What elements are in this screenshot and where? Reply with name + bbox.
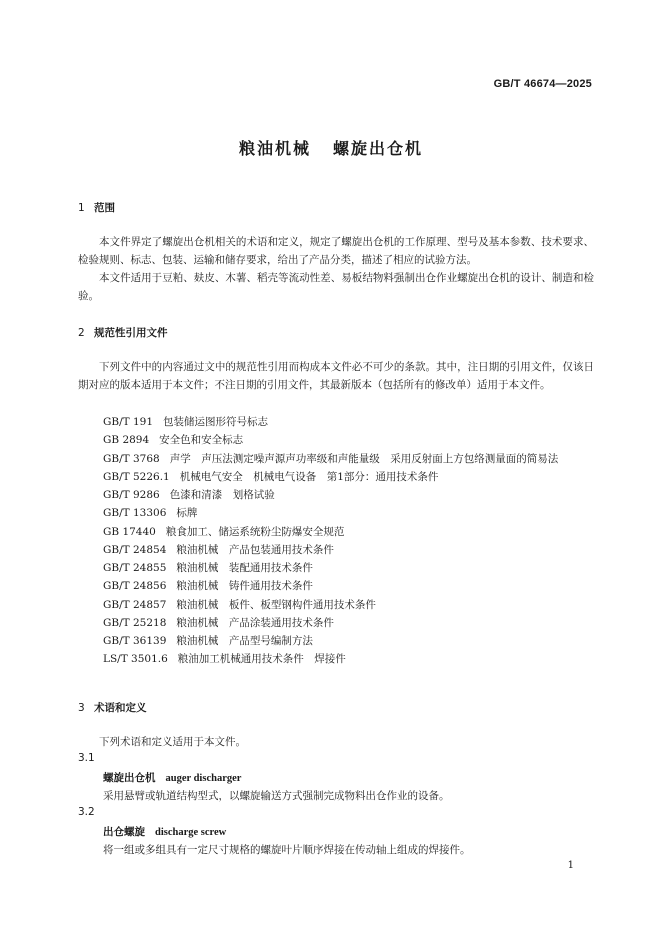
page-number: 1 [567, 860, 574, 871]
title-part-1: 粮油机械 [238, 139, 311, 158]
reference-item [103, 577, 594, 595]
title-part-2: 螺旋出仓机 [333, 139, 424, 158]
section-2-title: 规范性引用文件 [94, 327, 168, 339]
reference-title: 色漆和清漆 划格试验 [169, 489, 275, 501]
reference-title: 粮油机械 铸件通用技术条件 [176, 580, 313, 593]
clause-number-3-2: 3.2 [78, 806, 95, 818]
reference-code: GB/T 24855 [103, 562, 167, 574]
reference-code: GB 17440 [103, 525, 156, 538]
normative-references-intro: 下列文件中的内容通过文中的规范性引用而构成本文件必不可少的条款。其中，注日期的引用文件，仅该日期对应的版本适用于本文件；不注日期的引用文件，其最新版本（包括所有的修改单）适用于本文件。 [78, 361, 594, 391]
scope-paragraph-2: 本文件适用于豆粕、麸皮、木薯、稻壳等流动性差、易板结物料强制出仓作业螺旋出仓机的设计、制造和检验。 [78, 272, 594, 302]
scope-paragraph-1: 本文件界定了螺旋出仓机相关的术语和定义，规定了螺旋出仓机的工作原理、型号及基本参数、技术要求、检验规则、标志、包装、运输和储存要求，给出了产品分类，描述了相应的试验方法。 [78, 236, 594, 266]
reference-code: GB/T 13306 [103, 507, 167, 520]
reference-code: GB/T 25218 [103, 616, 167, 629]
definition-3-1: 采用悬臂或轨道结构型式，以螺旋输送方式强制完成物料出仓作业的设备。 [103, 790, 450, 802]
reference-item [103, 413, 594, 431]
reference-title: 粮油机械 产品涂装通用技术条件 [176, 616, 334, 629]
reference-list [103, 413, 594, 669]
section-3-heading [78, 700, 147, 715]
term-3-2-en: discharge screw [155, 827, 227, 838]
reference-code: LS/T 3501.6 [103, 653, 168, 666]
reference-title: 粮油加工机械通用技术条件 焊接件 [177, 653, 346, 666]
standard-number: GB/T 46674—2025 [493, 78, 592, 90]
reference-code: GB/T 191 [103, 416, 154, 428]
reference-item [103, 486, 594, 504]
reference-code: GB/T 9286 [103, 489, 160, 501]
reference-code: GB/T 24854 [103, 543, 167, 556]
section-3-title: 术语和定义 [94, 702, 147, 714]
reference-item [103, 541, 594, 559]
reference-item [103, 523, 594, 541]
reference-title: 机械电气安全 机械电气设备 第1部分：通用技术条件 [179, 470, 439, 483]
reference-item [103, 614, 594, 632]
reference-item [78, 450, 594, 468]
section-2-heading [78, 325, 168, 340]
reference-code: GB/T 3768 [103, 452, 160, 465]
reference-item [103, 596, 594, 614]
reference-title: 粮油机械 装配通用技术条件 [176, 562, 313, 574]
clause-number-3-1: 3.1 [78, 752, 95, 764]
reference-code: GB/T 36139 [103, 635, 167, 647]
reference-code: GB/T 5226.1 [103, 470, 170, 483]
reference-item [103, 504, 594, 522]
section-1-title: 范围 [94, 202, 115, 214]
term-3-1 [103, 770, 241, 785]
reference-title: 标牌 [176, 507, 198, 520]
reference-title: 包装储运图形符号标志 [163, 416, 269, 428]
term-3-1-zh: 螺旋出仓机 [103, 772, 156, 784]
reference-code: GB/T 24856 [103, 580, 167, 593]
section-1-heading [78, 200, 115, 215]
reference-item [103, 559, 594, 577]
reference-code: GB/T 24857 [103, 598, 167, 611]
reference-code: GB 2894 [103, 434, 150, 447]
reference-item [103, 468, 594, 486]
document-title [0, 136, 662, 159]
term-3-1-en: auger discharger [165, 773, 242, 784]
reference-item [103, 650, 594, 668]
reference-title: 粮食加工、储运系统粉尘防爆安全规范 [165, 525, 345, 538]
reference-title: 声学 声压法测定噪声源声功率级和声能量级 采用反射面上方包络测量面的简易法 [169, 452, 559, 465]
term-3-2-zh: 出仓螺旋 [103, 826, 145, 838]
reference-title: 粮油机械 板件、板型钢构件通用技术条件 [176, 598, 376, 611]
term-3-2 [103, 824, 226, 839]
definition-3-2: 将一组或多组具有一定尺寸规格的螺旋叶片顺序焊接在传动轴上组成的焊接件。 [103, 844, 471, 856]
reference-title: 粮油机械 产品包装通用技术条件 [176, 543, 334, 556]
terms-intro: 下列术语和定义适用于本文件。 [99, 736, 246, 748]
reference-title: 安全色和安全标志 [159, 434, 244, 447]
section-1-number: 1 [78, 202, 85, 214]
section-2-number: 2 [78, 327, 85, 339]
reference-item [103, 632, 594, 650]
section-3-number: 3 [78, 702, 85, 714]
reference-title: 粮油机械 产品型号编制方法 [176, 635, 313, 647]
reference-item [103, 431, 594, 449]
